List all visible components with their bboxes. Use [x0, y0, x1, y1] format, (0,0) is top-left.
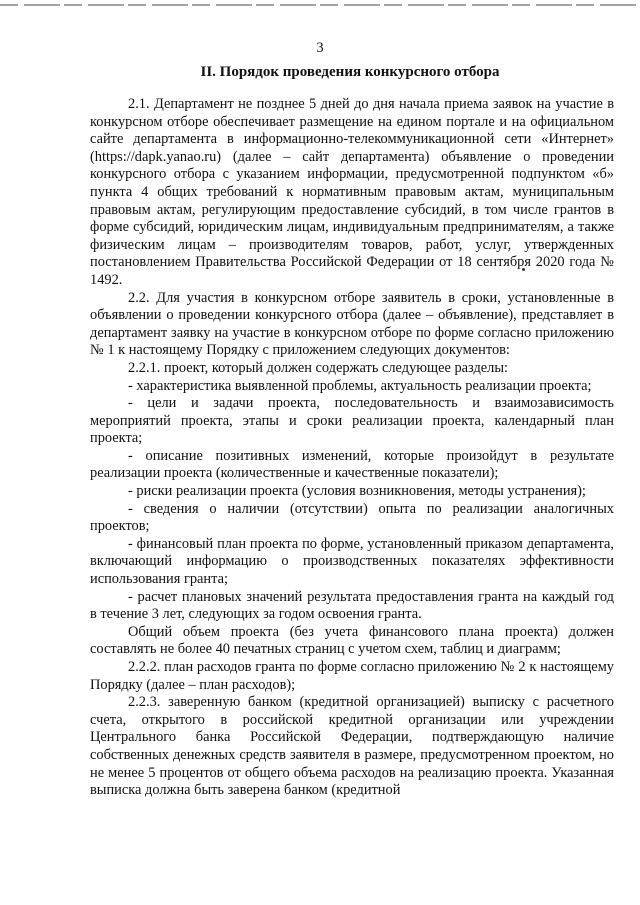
scan-top-edge [0, 4, 640, 6]
paragraph-2-2-3: 2.2.3. заверенную банком (кредитной организацией) выписку с расчетного счета, открытого в российской кредитной организации или учреждении Центрального банка Российской Федерации, подтверждающую наличие собственных денежных средств заявителя в размере, предусмотренном проектом, но не менее 5 процентов от общего объема расходов на реализацию проекта. Указанная выписка должна быть заверена банком (кредитной [90, 694, 614, 799]
page-number: 3 [316, 40, 324, 56]
paragraph-volume-note: Общий объем проекта (без учета финансового плана проекта) должен составлять не более 40 печатных страниц с учетом схем, таблиц и диаграмм; [90, 623, 614, 658]
list-item: - риски реализации проекта (условия возникновения, методы устранения); [128, 483, 586, 500]
paragraph-2-2: 2.2. Для участия в конкурсном отборе заявитель в сроки, установленные в объявлении о проведении конкурсного отбора (далее – объявление), представляет в департамент заявку на участие в конкурсном отборе по форме согласно приложению № 1 к настоящему Порядку с приложением следующих документов: [90, 289, 614, 359]
document-body [90, 96, 614, 800]
list-item: - цели и задачи проекта, последовательность и взаимозависимость мероприятий проекта, этапы и сроки реализации проекта, календарный план проекта; [90, 395, 614, 447]
list-item: - характеристика выявленной проблемы, актуальность реализации проекта; [128, 377, 592, 394]
paragraph-2-1: 2.1. Департамент не позднее 5 дней до дня начала приема заявок на участие в конкурсном отборе обеспечивает размещение на едином портале и на официальном сайте департамента в информационно-телекоммуникационной сети «Интернет» (https://dapk.yanao.ru) (далее – сайт департамента) объявление о проведении конкурсного отбора с указанием информации, предусмотренной подпунктом «б» пункта 4 общих требований к нормативным правовым актам, муниципальным правовым актам, регулирующим предоставление субсидий, в том числе грантов в форме субсидий, юридическим лицам, индивидуальным предпринимателям, а также физическим лицам – производителям товаров, работ, услуг, утвержденных постановлением Правительства Российской Федерации от 18 сентября 2020 года № 1492. [90, 96, 614, 288]
paragraph-2-2-1: 2.2.1. проект, который должен содержать следующее разделы: [128, 359, 509, 376]
list-item: - финансовый план проекта по форме, установленный приказом департамента, включающий информацию о производственных показателях эффективности использования гранта; [90, 535, 614, 588]
paragraph-2-2-2: 2.2.2. план расходов гранта по форме согласно приложению № 2 к настоящему Порядку (далее – план расходов); [90, 659, 614, 693]
list-item: - расчет плановых значений результата предоставления гранта на каждый год в течение 3 лет, следующих за годом освоения гранта. [90, 588, 614, 623]
list-item: - сведения о наличии (отсутствии) опыта по реализации аналогичных проектов; [90, 500, 614, 535]
section-title: II. Порядок проведения конкурсного отбора [200, 64, 500, 80]
list-item: - описание позитивных изменений, которые произойдут в результате реализации проекта (количественные и качественные показатели); [90, 447, 614, 482]
